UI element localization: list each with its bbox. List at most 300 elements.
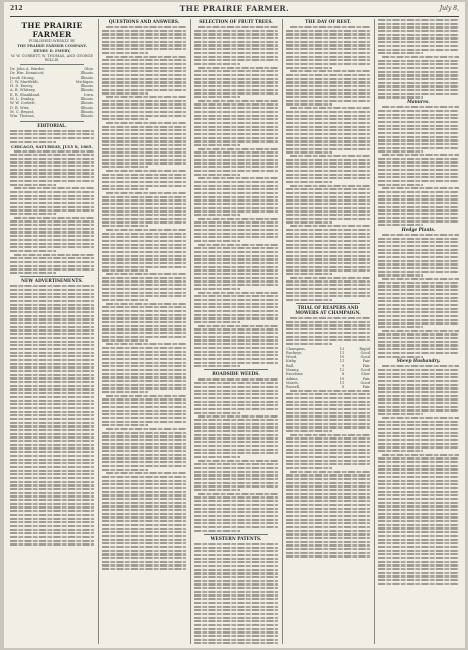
text-line: [286, 456, 370, 458]
text-line: [194, 225, 278, 227]
divider: [204, 534, 268, 535]
text-line: [286, 467, 332, 469]
text-line: [378, 49, 459, 51]
table-row: H. D. Emery, Illinois.: [10, 84, 94, 89]
text-line: [10, 184, 56, 186]
table-row: Excelsior, 8 Slow: [286, 372, 370, 377]
text-line: [194, 631, 278, 633]
text-line: [286, 151, 332, 153]
text-line: [194, 126, 278, 128]
table-row: Wm. Thomas, Illinois.: [10, 114, 94, 119]
text-line: [378, 224, 423, 226]
text-line: [102, 461, 186, 463]
text-line: [194, 434, 278, 436]
text-line: [286, 544, 370, 546]
text-line: [10, 337, 94, 339]
text-line: [286, 437, 370, 439]
page-header: [10, 5, 459, 15]
text-line: [194, 397, 278, 399]
text-line: [378, 41, 459, 43]
text-line: [378, 173, 459, 175]
column-rule: [190, 19, 191, 644]
text-line: [378, 23, 459, 25]
text-line: [194, 591, 278, 593]
text-line: [378, 461, 459, 463]
text-line: [102, 196, 186, 198]
text-line: [286, 37, 370, 39]
section-heading: Manures.: [407, 100, 430, 106]
text-line: [286, 423, 370, 425]
text-line: [102, 78, 186, 80]
column-rule: [98, 19, 99, 644]
text-line: [102, 280, 186, 282]
text-line: [198, 218, 278, 220]
text-line: [378, 297, 459, 299]
text-line: [286, 299, 332, 301]
text-line: [10, 137, 94, 139]
text-line: [10, 261, 94, 263]
text-line: [198, 460, 278, 462]
text-line: [194, 310, 278, 312]
text-line: [378, 26, 459, 28]
text-line: [194, 240, 240, 242]
text-line: [194, 362, 278, 364]
text-line: [102, 67, 186, 69]
text-line: [102, 48, 186, 50]
text-line: [10, 462, 94, 464]
text-line: [10, 518, 94, 520]
text-line: [10, 473, 94, 475]
text-line: [378, 241, 459, 243]
text-line: [290, 70, 370, 72]
text-line: [194, 85, 278, 87]
text-line: [286, 292, 370, 294]
text-line: [102, 443, 186, 445]
text-line: [290, 317, 370, 319]
text-line: [194, 471, 278, 473]
text-line: [194, 299, 278, 301]
text-line: [286, 170, 370, 172]
text-line: [378, 483, 459, 485]
text-line: [286, 247, 370, 249]
associate-editors: W. W. CORBETT, W. THOMAS, AND GEORGE WILLIS.: [10, 54, 94, 62]
text-line: [194, 530, 240, 532]
text-line: [378, 480, 459, 482]
text-line: [10, 492, 94, 494]
text-line: [102, 509, 186, 511]
text-line: [194, 221, 278, 223]
text-line: [290, 155, 370, 157]
text-line: [102, 295, 186, 297]
text-line: [286, 103, 332, 105]
text-line: [382, 187, 459, 189]
text-line: [10, 477, 94, 479]
text-line: [194, 317, 278, 319]
text-line: [194, 617, 278, 619]
text-line: [378, 341, 459, 343]
text-line: [194, 401, 278, 403]
table-row: M. L. Dunlap, Illinois.: [10, 97, 94, 102]
text-line: [286, 74, 370, 76]
text-line: [194, 565, 278, 567]
text-line: [10, 495, 94, 497]
text-line: [286, 133, 370, 135]
text-line: [378, 524, 459, 526]
text-line: [10, 403, 94, 405]
text-line: [194, 635, 278, 637]
table-row: Wood, 10 Good: [286, 355, 370, 360]
text-line: [286, 229, 370, 231]
text-line: [102, 118, 148, 120]
text-line: [194, 639, 278, 641]
text-line: [102, 498, 186, 500]
text-line: [194, 390, 278, 392]
text-line: [102, 59, 186, 61]
text-line: [194, 140, 278, 142]
text-line: [194, 354, 278, 356]
text-line: [286, 339, 370, 341]
text-line: [286, 44, 370, 46]
text-line: [194, 382, 278, 384]
text-line: [10, 209, 94, 211]
text-line: [194, 543, 278, 545]
text-line: [378, 406, 459, 408]
text-line: [290, 26, 370, 28]
text-line: [102, 240, 186, 242]
text-line: [10, 141, 56, 143]
text-line: [378, 476, 459, 478]
text-line: [10, 396, 94, 398]
text-line: [286, 140, 370, 142]
text-line: [102, 266, 186, 268]
text-line: [378, 117, 459, 119]
text-line: [102, 531, 186, 533]
text-line: [286, 273, 332, 275]
text-line: [286, 401, 370, 403]
text-line: [378, 516, 459, 518]
text-line: [286, 137, 370, 139]
text-line: [286, 251, 370, 253]
text-line: [286, 530, 370, 532]
text-line: [194, 192, 278, 194]
text-line: [102, 151, 186, 153]
text-line: [194, 56, 278, 58]
text-line: [378, 395, 459, 397]
text-line: [194, 478, 278, 480]
section-heading: ROADSIDE WEEDS.: [212, 372, 260, 378]
text-line: [10, 333, 94, 335]
text-line: [14, 217, 94, 219]
text-line: [102, 557, 186, 559]
text-line: [194, 269, 278, 271]
text-line: [10, 418, 94, 420]
text-line: [378, 132, 459, 134]
text-line: [102, 402, 186, 404]
text-line: [102, 210, 186, 212]
text-line: [378, 465, 459, 467]
text-line: [102, 100, 186, 102]
text-line: [286, 240, 370, 242]
text-line: [378, 435, 459, 437]
text-line: [102, 306, 186, 308]
section-heading: WESTERN PATENTS.: [210, 536, 262, 542]
text-line: [382, 278, 459, 280]
text-line: [286, 552, 370, 554]
text-line: [198, 177, 278, 179]
text-line: [10, 529, 94, 531]
text-line: [102, 30, 186, 32]
text-line: [378, 293, 459, 295]
text-line: [194, 598, 278, 600]
text-line: [286, 78, 370, 80]
text-line: [286, 111, 370, 113]
text-line: [286, 81, 370, 83]
section-heading: Sheep Husbandry.: [396, 359, 441, 365]
text-line: [194, 162, 278, 164]
text-line: [102, 457, 186, 459]
text-line: [286, 144, 370, 146]
text-line: [286, 321, 370, 323]
divider: [20, 121, 84, 122]
text-line: [102, 258, 186, 260]
text-line: [378, 579, 459, 581]
text-line: [290, 390, 370, 392]
text-line: [10, 307, 94, 309]
text-line: [194, 358, 278, 360]
text-line: [378, 352, 459, 354]
text-line: [378, 267, 459, 269]
text-line: [10, 470, 94, 472]
text-line: [106, 343, 186, 345]
text-line: [106, 192, 186, 194]
text-line: [10, 224, 94, 226]
text-line: [378, 30, 459, 32]
text-line: [194, 522, 278, 524]
text-line: [194, 295, 278, 297]
text-line: [10, 268, 94, 270]
text-line: [194, 288, 240, 290]
text-line: [286, 332, 370, 334]
text-line: [198, 292, 278, 294]
section-heading: Hedge Plants.: [401, 227, 436, 233]
text-line: [286, 504, 370, 506]
text-line: [10, 344, 94, 346]
text-line: [378, 333, 459, 335]
text-line: [378, 450, 423, 452]
text-line: [378, 147, 459, 149]
text-line: [194, 203, 278, 205]
text-line: [382, 330, 459, 332]
text-line: [10, 447, 94, 449]
text-line: [286, 496, 370, 498]
text-line: [10, 180, 94, 182]
text-line: [286, 493, 370, 495]
text-line: [286, 419, 370, 421]
text-line: [378, 409, 459, 411]
text-line: [378, 575, 459, 577]
text-line: [286, 533, 370, 535]
text-line: [10, 455, 94, 457]
text-line: [102, 310, 186, 312]
text-line: [106, 170, 186, 172]
text-line: [194, 569, 278, 571]
text-line: [198, 493, 278, 495]
table-row: C. W. Murtfeldt, Michigan.: [10, 79, 94, 84]
text-line: [10, 400, 94, 402]
text-line: [378, 139, 459, 141]
text-line: [378, 260, 459, 262]
text-line: [102, 199, 186, 201]
text-line: [194, 233, 278, 235]
text-line: [194, 550, 278, 552]
text-line: [286, 207, 370, 209]
text-line: [10, 161, 94, 163]
text-line: [286, 174, 370, 176]
text-line: [10, 293, 94, 295]
text-line: [194, 314, 278, 316]
text-line: [106, 56, 186, 58]
text-line: [106, 273, 186, 275]
text-line: [382, 234, 459, 236]
text-line: [382, 56, 459, 58]
text-line: [102, 85, 186, 87]
text-line: [194, 185, 278, 187]
text-line: [286, 236, 370, 238]
text-line: [378, 428, 459, 430]
text-line: [378, 34, 459, 36]
text-line: [286, 508, 370, 510]
text-line: [102, 74, 186, 76]
text-line: [382, 106, 459, 108]
text-line: [378, 373, 459, 375]
text-line: [10, 459, 94, 461]
text-line: [290, 225, 370, 227]
text-line: [10, 374, 94, 376]
running-masthead: THE PRAIRIE FARMER.: [179, 4, 290, 13]
text-line: [378, 202, 459, 204]
text-line: [378, 191, 459, 193]
text-line: [286, 478, 370, 480]
text-line: [194, 624, 278, 626]
text-line: [286, 126, 370, 128]
text-line: [378, 289, 459, 291]
text-line: [102, 262, 186, 264]
text-line: [378, 402, 459, 404]
text-line: [194, 474, 278, 476]
text-line: [102, 516, 186, 518]
text-line: [378, 176, 459, 178]
text-line: [194, 122, 278, 124]
text-line: [102, 535, 186, 537]
table-row: Kirby, 11 Fair: [286, 359, 370, 364]
text-line: [378, 150, 423, 152]
table-row: Buckeye, 11 Good: [286, 350, 370, 355]
text-line: [102, 299, 148, 301]
text-line: [194, 37, 278, 39]
text-line: [194, 496, 278, 498]
text-line: [194, 561, 278, 563]
text-line: [10, 411, 94, 413]
text-line: [102, 520, 186, 522]
issue-date: July 8,: [439, 5, 459, 12]
text-line: [290, 107, 370, 109]
text-line: [378, 337, 459, 339]
text-line: [10, 407, 94, 409]
text-line: [102, 476, 186, 478]
text-line: [14, 254, 94, 256]
text-line: [286, 255, 370, 257]
text-line: [102, 44, 186, 46]
text-line: [10, 484, 94, 486]
text-line: [378, 114, 459, 116]
text-line: [194, 547, 278, 549]
text-line: [10, 341, 94, 343]
text-line: [102, 155, 186, 157]
text-line: [286, 266, 370, 268]
text-line: [194, 306, 278, 308]
text-line: [378, 209, 459, 211]
text-line: [286, 343, 332, 345]
text-line: [286, 96, 370, 98]
text-line: [286, 393, 370, 395]
text-line: [286, 56, 370, 58]
text-line: [10, 414, 94, 416]
text-line: [194, 339, 278, 341]
text-line: [194, 78, 278, 80]
text-line: [378, 432, 459, 434]
text-line: [102, 550, 186, 552]
text-line: [102, 89, 186, 91]
text-line: [194, 467, 278, 469]
text-line: [102, 251, 186, 253]
text-line: [194, 613, 278, 615]
text-line: [286, 63, 370, 65]
text-line: [286, 397, 370, 399]
text-line: [378, 376, 459, 378]
dateline: CHICAGO, SATURDAY, JULY 8, 1865.: [11, 144, 93, 150]
text-line: [102, 255, 186, 257]
text-line: [102, 347, 186, 349]
text-line: [198, 415, 278, 417]
text-line: [102, 37, 186, 39]
text-line: [194, 609, 278, 611]
text-line: [102, 465, 186, 467]
text-line: [194, 328, 278, 330]
text-line: [378, 249, 459, 251]
text-line: [194, 262, 278, 264]
text-line: [10, 329, 94, 331]
text-line: [194, 515, 278, 517]
text-line: [10, 451, 94, 453]
text-line: [194, 41, 278, 43]
text-line: [102, 137, 186, 139]
text-line: [10, 265, 94, 267]
text-line: [194, 81, 278, 83]
text-line: [194, 393, 278, 395]
text-line: [290, 471, 370, 473]
new-ads-heading: NEW ADVERTISEMENTS.: [21, 279, 83, 285]
table-row: Ball, 9 Fair: [286, 363, 370, 368]
text-line: [10, 433, 94, 435]
newspaper-page: [4, 2, 465, 648]
text-line: [378, 546, 459, 548]
text-line: [378, 319, 459, 321]
text-line: [198, 378, 278, 380]
text-line: [194, 437, 278, 439]
text-line: [194, 456, 240, 458]
text-line: [382, 417, 459, 419]
text-line: [194, 452, 278, 454]
